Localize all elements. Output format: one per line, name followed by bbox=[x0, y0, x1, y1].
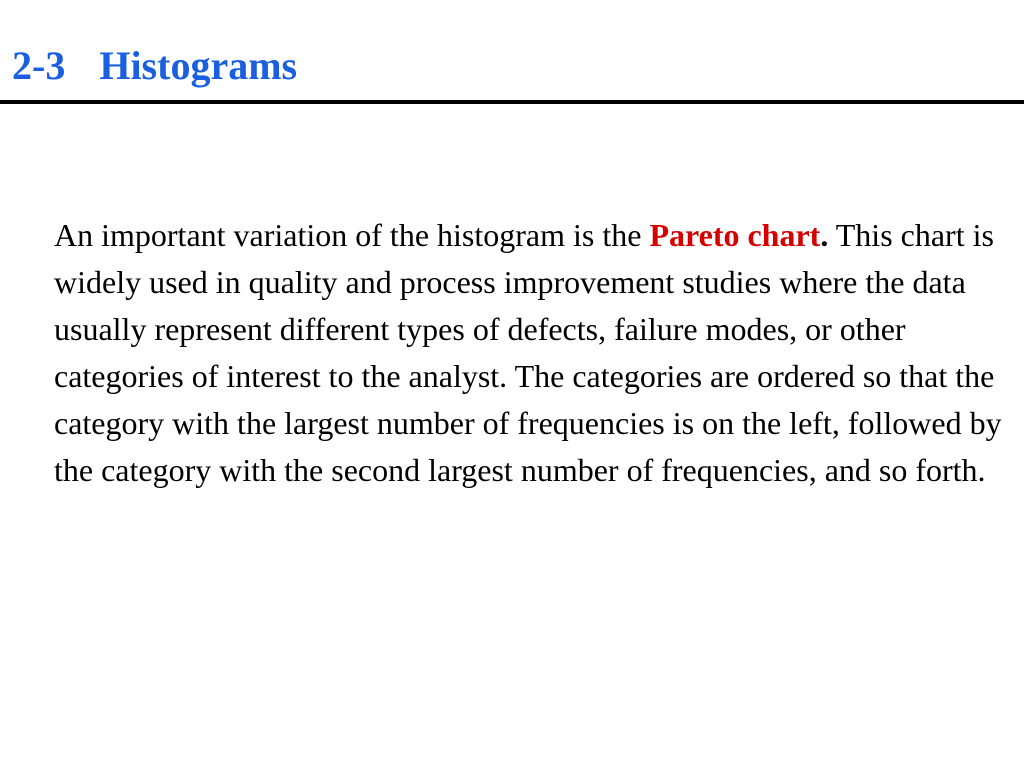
pareto-chart-term: Pareto chart bbox=[649, 217, 821, 253]
paragraph-rest: This chart is widely used in quality and process improvement studies where the data usually represent different types of defects, failure modes, or other categories of interest to the analyst. The categories are ordered so that the category with the largest number of frequencies is on the left, followed by the category with the second largest number of frequencies, and so forth. bbox=[54, 217, 1002, 488]
slide-title bbox=[12, 36, 297, 96]
paragraph-lead: An important variation of the histogram is the bbox=[54, 217, 650, 253]
body-paragraph bbox=[54, 212, 1014, 494]
section-number: 2-3 bbox=[12, 43, 66, 88]
term-period: . bbox=[820, 217, 829, 253]
section-title: Histograms bbox=[99, 43, 298, 88]
title-divider bbox=[0, 100, 1024, 104]
